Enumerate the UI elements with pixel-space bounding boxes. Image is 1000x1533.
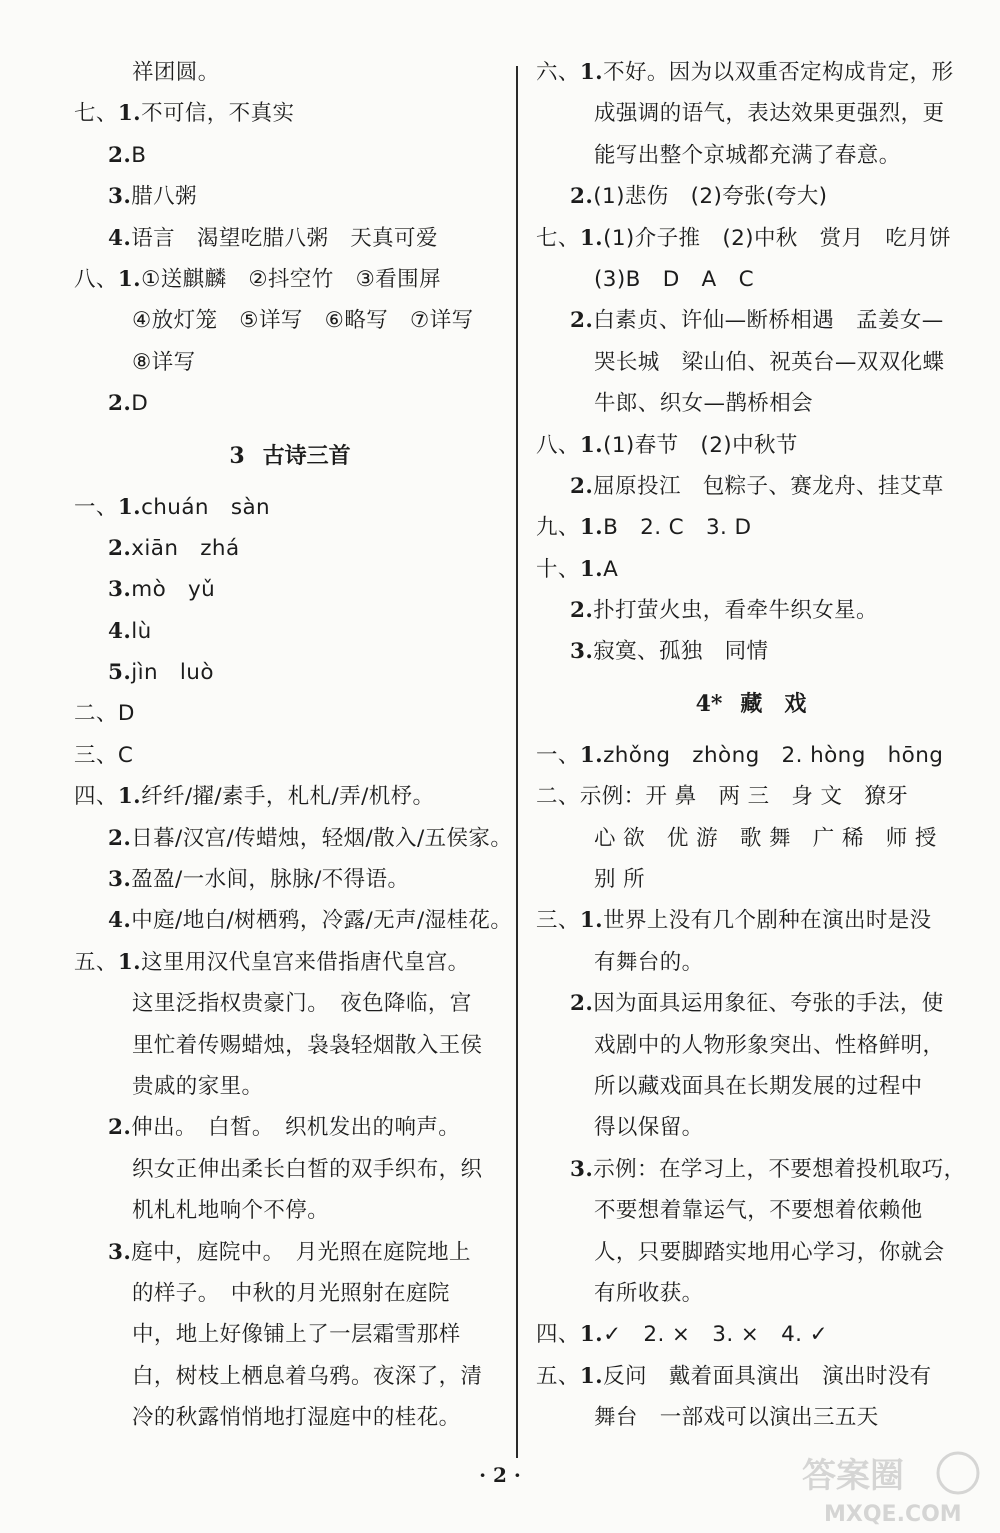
- answer-line: [536, 52, 966, 93]
- answer-text: 机札札地响个不停。: [132, 1198, 330, 1224]
- question-label: 一、1.: [74, 494, 142, 520]
- answer-line: [74, 1190, 506, 1231]
- answer-line: [74, 1107, 506, 1148]
- answer-text: 别 所: [594, 867, 646, 893]
- answer-text: 人，只要脚踏实地用心学习，你就会: [594, 1239, 945, 1265]
- answer-line: [74, 818, 513, 859]
- answer-line: [536, 1273, 966, 1314]
- watermark-logo: [796, 1447, 986, 1527]
- answer-line: [74, 1025, 506, 1066]
- answer-line: [74, 693, 506, 734]
- section-heading: [536, 673, 966, 735]
- answer-text: ⑧详写: [132, 349, 196, 375]
- answer-line: [74, 342, 506, 383]
- question-label: 2.: [108, 1115, 132, 1141]
- answer-text: 舞台 一部戏可以演出三五天: [594, 1405, 879, 1431]
- answer-line: [536, 383, 966, 424]
- answer-line: [74, 1149, 506, 1190]
- answer-text: 中，地上好像铺上了一层霜雪那样: [132, 1322, 461, 1348]
- question-label: 2.: [570, 473, 594, 499]
- question-label: 六、1.: [536, 60, 604, 85]
- answer-line: [536, 93, 966, 134]
- question-label: 十、1.: [536, 556, 604, 582]
- answer-text: 这里泛指权贵豪门。 夜色降临，宫: [132, 991, 472, 1017]
- answer-line: [74, 983, 506, 1024]
- answer-line: [74, 569, 506, 610]
- answer-line: [536, 549, 966, 590]
- answer-text: 纤纤/擢/素手，札札/弄/机杼。: [141, 784, 435, 810]
- answer-line: [74, 487, 506, 528]
- question-label: 2.: [108, 535, 132, 561]
- answer-text: 的样子。 中秋的月光照射在庭院: [132, 1280, 450, 1306]
- answer-line: [536, 425, 966, 466]
- answer-text: zhǒng zhòng 2. hòng hōng: [603, 742, 944, 768]
- answer-line: [74, 942, 506, 983]
- question-label: 2.: [570, 598, 594, 624]
- question-label: 3.: [570, 1156, 594, 1182]
- answer-text: 白，树枝上栖息着乌鸦。夜深了，清: [132, 1363, 483, 1389]
- section-number: 4*: [695, 690, 723, 717]
- question-label: 三、1.: [536, 908, 604, 934]
- section-heading: [74, 425, 506, 487]
- question-label: 五、1.: [74, 949, 142, 975]
- answer-line: [536, 983, 966, 1024]
- answer-text: (3)B D A C: [594, 266, 754, 292]
- answer-text: 因为面具运用象征、夸张的手法，使: [593, 991, 944, 1017]
- right-column: [536, 52, 966, 1439]
- answer-line: [74, 652, 506, 693]
- answer-text: 牛郎、织女—鹊桥相会: [594, 391, 814, 417]
- answer-text: 戏剧中的人物形象突出、性格鲜明，: [594, 1032, 945, 1058]
- question-label: 4.: [108, 908, 132, 934]
- answer-text: B 2. C 3. D: [603, 515, 752, 541]
- answer-text: 有所收获。: [594, 1280, 704, 1306]
- answer-line: [74, 1066, 506, 1107]
- answer-line: [74, 900, 513, 941]
- svg-text:MXQE.COM: MXQE.COM: [824, 1502, 962, 1527]
- question-label: 八、1.: [536, 432, 604, 458]
- question-label: 五、1.: [536, 1363, 604, 1389]
- answer-text: chuán sàn: [141, 494, 271, 520]
- answer-text: 所以藏戏面具在长期发展的过程中: [594, 1073, 923, 1099]
- answer-line: [536, 342, 966, 383]
- answer-line: [74, 52, 506, 93]
- question-label: 八、1.: [74, 266, 142, 292]
- answer-text: 有舞台的。: [594, 949, 704, 975]
- answer-line: [74, 135, 506, 176]
- answer-text: 白素贞、许仙—断桥相遇 孟姜女—: [593, 308, 944, 334]
- question-label: 3.: [108, 577, 132, 603]
- answer-line: [536, 776, 966, 817]
- answer-text: 伸出。 白皙。 织机发出的响声。: [131, 1115, 461, 1141]
- question-label: 2.: [108, 142, 132, 168]
- answer-text: C: [117, 742, 134, 768]
- answer-line: [74, 1273, 506, 1314]
- answer-line: [536, 466, 966, 507]
- answer-text: D: [131, 391, 149, 417]
- answer-text: 能写出整个京城都充满了春意。: [594, 142, 901, 168]
- question-label: 一、1.: [536, 742, 604, 768]
- answer-text: B: [131, 142, 147, 168]
- answer-line: [536, 218, 966, 259]
- answer-text: 示例：在学习上，不要想着投机取巧，: [593, 1156, 966, 1182]
- answer-text: 扑打萤火虫，看牵牛织女星。: [593, 598, 878, 624]
- question-label: 九、1.: [536, 515, 604, 541]
- answer-line: [74, 218, 506, 259]
- answer-text: 哭长城 梁山伯、祝英台—双双化蝶: [594, 349, 945, 375]
- answer-text: 语言 渴望吃腊八粥 天真可爱: [131, 225, 438, 251]
- answer-text: xiān zhá: [131, 535, 240, 561]
- answer-text: 腊八粥: [131, 184, 197, 210]
- question-label: 2.: [108, 825, 132, 851]
- question-label: 二、: [74, 701, 118, 727]
- answer-line: [536, 176, 966, 217]
- answer-text: 盈盈/一水间，脉脉/不得语。: [131, 867, 410, 893]
- answer-line: [536, 1232, 966, 1273]
- answer-text: 成强调的语气，表达效果更强烈，更: [594, 101, 945, 127]
- answer-text: lù: [131, 618, 152, 644]
- answer-text: 庭中，庭院中。 月光照在庭院地上: [131, 1239, 471, 1265]
- answer-text: 日暮/汉宫/传蜡烛，轻烟/散入/五侯家。: [131, 825, 513, 851]
- question-label: 4.: [108, 618, 132, 644]
- answer-line: [536, 1107, 966, 1148]
- answer-line: [74, 1314, 506, 1355]
- answer-text: (1)春节 (2)中秋节: [603, 432, 798, 458]
- answer-line: [536, 259, 966, 300]
- answer-text: A: [603, 556, 619, 582]
- answer-line: [536, 859, 966, 900]
- answer-line: [74, 300, 506, 341]
- question-label: 3.: [108, 867, 132, 893]
- question-label: 2.: [108, 391, 132, 417]
- answer-text: 不可信，不真实: [141, 101, 295, 127]
- column-divider: [516, 66, 518, 1458]
- question-label: 四、1.: [74, 784, 142, 810]
- answer-line: [536, 818, 966, 859]
- answer-line: [536, 1190, 966, 1231]
- question-label: 二、: [536, 784, 580, 810]
- left-column: [74, 52, 513, 1439]
- answer-text: 贵戚的家里。: [132, 1073, 264, 1099]
- answer-text: 中庭/地白/树栖鸦，冷露/无声/湿桂花。: [131, 908, 513, 934]
- answer-text: 心 欲 优 游 歌 舞 广 稀 师 授: [594, 825, 937, 851]
- answer-line: [74, 528, 506, 569]
- answer-text: (1)介子推 (2)中秋 赏月 吃月饼: [603, 225, 952, 251]
- answer-line: [536, 507, 966, 548]
- answer-line: [536, 590, 966, 631]
- page-number: · 2 ·: [479, 1463, 521, 1487]
- question-label: 3.: [108, 184, 132, 210]
- question-label: 4.: [108, 225, 132, 251]
- answer-line: [536, 1066, 966, 1107]
- answer-line: [536, 900, 966, 941]
- answer-line: [74, 859, 506, 900]
- answer-text: 世界上没有几个剧种在演出时是没: [603, 908, 932, 934]
- section-number: 3: [229, 442, 245, 469]
- answer-line: [536, 735, 966, 776]
- answer-line: [74, 735, 506, 776]
- answer-line: [536, 1149, 966, 1190]
- question-label: 七、1.: [74, 101, 142, 127]
- answer-line: [536, 1397, 966, 1438]
- answer-text: 里忙着传赐蜡烛，袅袅轻烟散入王侯: [132, 1032, 483, 1058]
- answer-text: ④放灯笼 ⑤详写 ⑥略写 ⑦详写: [132, 308, 474, 334]
- answer-text: 织女正伸出柔长白皙的双手织布，织: [132, 1156, 483, 1182]
- question-label: 2.: [570, 184, 594, 210]
- answer-text: 反问 戴着面具演出 演出时没有: [603, 1363, 932, 1389]
- question-label: 3.: [108, 1239, 132, 1265]
- answer-line: [74, 383, 506, 424]
- answer-line: [536, 1314, 966, 1355]
- answer-text: jìn luò: [131, 660, 214, 686]
- answer-text: 不要想着靠运气，不要想着依赖他: [594, 1198, 923, 1224]
- question-label: 5.: [108, 660, 132, 686]
- answer-text: mò yǔ: [131, 577, 216, 603]
- answer-text: 得以保留。: [594, 1115, 704, 1141]
- answer-line: [74, 1232, 506, 1273]
- question-label: 2.: [570, 308, 594, 334]
- answer-text: (1)悲伤 (2)夸张(夸大): [593, 184, 828, 210]
- section-title: 古诗三首: [262, 443, 351, 469]
- answer-line: [536, 135, 966, 176]
- answer-line: [536, 631, 966, 672]
- question-label: 2.: [570, 991, 594, 1017]
- answer-line: [536, 1356, 966, 1397]
- answer-line: [74, 259, 506, 300]
- answer-text: 这里用汉代皇宫来借指唐代皇宫。: [141, 949, 470, 975]
- answer-text: 屈原投江 包粽子、赛龙舟、挂艾草: [593, 473, 944, 499]
- section-title: 藏 戏: [740, 691, 807, 717]
- answer-text: 祥团圆。: [132, 60, 220, 85]
- answer-text: ①送麒麟 ②抖空竹 ③看围屏: [141, 266, 441, 292]
- answer-line: [536, 300, 966, 341]
- answer-line: [74, 776, 506, 817]
- answer-text: 冷的秋露悄悄地打湿庭中的桂花。: [132, 1405, 461, 1431]
- question-label: 3.: [570, 639, 594, 665]
- answer-text: 寂寞、孤独 同情: [593, 639, 769, 665]
- answer-line: [74, 1397, 506, 1438]
- question-label: 三、: [74, 742, 118, 768]
- answer-line: [74, 93, 506, 134]
- answer-line: [536, 942, 966, 983]
- answer-line: [536, 1025, 966, 1066]
- answer-line: [74, 176, 506, 217]
- answer-text: D: [117, 701, 135, 727]
- question-label: 七、1.: [536, 225, 604, 251]
- svg-text:答案圈: 答案圈: [802, 1456, 904, 1496]
- answer-text: ✓ 2. × 3. × 4. ✓: [603, 1322, 829, 1348]
- answer-text: 示例：开 鼻 两 三 身 文 獠牙: [579, 784, 909, 810]
- answer-text: 不好。因为以双重否定构成肯定，形: [603, 60, 954, 85]
- answer-line: [74, 1356, 506, 1397]
- question-label: 四、1.: [536, 1322, 604, 1348]
- answer-line: [74, 611, 506, 652]
